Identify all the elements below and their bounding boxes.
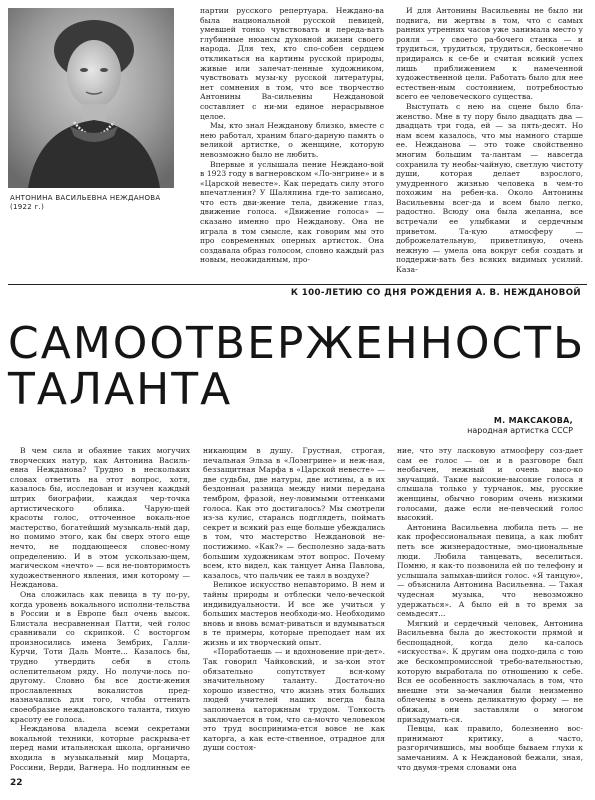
- author-name: М. МАКСАКОВА,: [493, 416, 573, 425]
- paragraph: Она сложилась как певица в ту по-ру, когда уровень вокального исполни-тельства в России и в Европе был очень высок. Блистала несравненная Патти, чей голос сравнивали со скрипкой. С восторгом произносились имена Зембрих, Галли-Курчи, Тоти Даль Монте... Казалось бы, трудно утвердить себя в столь ослепительном ряду. Но получи-лось по-другому. Словно бы все дости-жения прославленных вокалистов пред-назначались для того, чтобы оттенить своеобразие неждановского таланта, тихую красоту ее голоса.: [10, 589, 190, 724]
- paragraph: В чем сила и обаяние таких могучих творческих натур, как Антонина Василь-евна Нежданова? Трудно в нескольких словах ответить на этот вопрос, хотя, казалось бы, исследован и изучен каждый штрих биографии, каждая чер-точка артистического облика. Чарую-щей красоты голос, отточенное вокаль-ное мастерство, богатейший музыкаль-ный дар, но помимо этого, как бы сверх этого еще нечто, не поддающееся словес-ному определению. И в этом ускользаю-щем, магическом «нечто» — вся не-повторимость художественного явления, имя которому — Нежданова.: [10, 446, 190, 590]
- author-title: народная артистка СССР: [467, 426, 573, 435]
- caption-name: АНТОНИНА ВАСИЛЬЕВНА НЕЖДАНОВА: [10, 194, 161, 202]
- paragraph: ние, что эту ласковую атмосферу соз-дает сам ее голос — он и в разговоре был необычен, нежный и очень высо-ко звучащий. Такие высокие-высокие голоса я слышала только у турчанок, мы, русские женщины, обычно говорим очень низкими голосами, даже если не-певческий голос высокий.: [397, 446, 583, 523]
- paragraph: Мы, кто знал Нежданову близко, вместе с нею работал, храним благо-дарную память о великой артистке, о женщине, которую невозможно было не любить.: [200, 121, 384, 159]
- paragraph: Великое искусство непавторимо. В нем и тайны природы и отблески чело-веческой индивидуальности. И все же учиться у больших мастеров необходи-мо. Необходимо вновь и вновь всмат-риваться и вдумываться в те примеры, которые преподает нам их жизнь и их творческий опыт.: [203, 580, 385, 647]
- headline-line-2: ТАЛАНТА: [8, 364, 233, 415]
- paragraph: Впервые я услышала пение Неждано-вой в 1923 году в вагнеровском «Ло-энгрине» и в «Царской невесте». Как передать силу этого впечатления? У Шаляпина где-то записано, что есть дви-жение тела, движение глаз, движение голоса. «Движение голоса» — сказано именно про Нежданову. Она не играла в том смысле, как говорим мы это про современных оперных артисток. Она создавала образ голосом, словно каждый раз новым, неожиданным, про-: [200, 159, 384, 265]
- paragraph: «Поработаешь — и вдохновение при-дет». Так говорил Чайковский, и за-кон этот обязательно сопутствует вся-кому значительному таланту. Достаточ-но хорошо известно, что жизнь этих больших людей учителей наших всегда была заполнена каторжным трудом. Тонкость заключается в том, что са-мочто человеком это труд воспринима-ется вовсе не как каторга, а как есте-ственное, отрадное для души состоя-: [203, 647, 385, 753]
- author-credit: [467, 416, 573, 436]
- section-divider: [8, 284, 587, 285]
- paragraph: Антонина Васильевна любила петь — не как профессиональная певица, а как любят петь все жизнерадостные, эмо-циональные люди. Любила танцевать, веселиться. Помню, я как-то позвонила ей по телефону и услышала запыхав-шийся голос. «Я танцую», — объяснила Антонина Васильевна. — Такая чудесная музыка, что невозможно удержаться». А было ей в то время за семьдесят...: [397, 522, 583, 619]
- paragraph: никающим в душу. Грустная, строгая, печальная Эльза в «Лоэнгрине» и неж-ная, беззащитная Марфа в «Царской невесте» — две судьбы, две натуры, две истины, а в их бездонная разница между ними передана тембром, фразой, неу-ловимыми оттенками голоса. Как это достигалось? Мы смотрели из-за кулис, стараясь подглядеть, поймать секрет и всякий раз еще больше убеждались в том, что мастерство Неждановой не-постижимо. «Как?» — бесполезно зада-вать большим художникам этот вопрос. Почему всем, кто видел, как танцует Анна Павлова, казалось, что пальчик ее таял в воздухе?: [203, 446, 385, 580]
- photo-caption: [10, 194, 180, 212]
- paragraph: И для Антонины Васильевны не было ни подвига, ни жертвы в том, что с самых ранних утренних часов уже занимала место у рояля — у своего ра-бочего станка — и трудиться, трудиться, трудиться, бесконечно придираясь к се-бе и считая всякий успех лишь приближением к намеченной художественной цели. Работать было для нее естествен-ным состоянием, потребностью всего ее человеческого существа.: [396, 6, 583, 102]
- bottom-column-1: [10, 446, 190, 772]
- paragraph: Певцы, как правило, болезненно вос-принимают критику, а часто, разгорячившись, мы вообще бываем глухи к замечаниям. А к Неждановой бежали, зная, что двумя-тремя словами она: [397, 724, 583, 772]
- bottom-column-2: [203, 446, 385, 788]
- paragraph: Мягкий и сердечный человек, Антонина Васильевна была до жестокости прямой и беспощадной, когда дело ка-салось «искусства». К другим она подхо-дила с тою же бескомпромиссной требо-вательностью, которую выработала по отношению к себе. Вся ее особенность заключалась в том, что внешне эти за-мечания были неизменно облечены в очень деликатную форму — не обижая, они заставляли о многом призадумать-ся.: [397, 618, 583, 724]
- top-column-2: [396, 6, 583, 278]
- paragraph: партии русского репертуара. Неждано-ва была национальной русской певицей, умевшей тонко чувствовать и переда-вать глубинные нюансы духовной жизни своего народа. Для тех, кто спо-собен сердцем откликаться на картины русской природы, живые или запечат-ленные художником, чувствовать музы-ку русской литературы, нет сомнения в том, что все творчество Антонины Ва-сильевны Неждановой составляет с ни-ми единое нерасрывное целое.: [200, 6, 384, 121]
- top-column-1: [200, 6, 384, 278]
- paragraph: Нежданова владела всеми секретами вокальной техники, которые раскрыва-ет перед нами итальянская школа, органично входила в музыкальный мир Моцарта, Россини, Верди, Вагнера. Но подлинным ее: [10, 724, 190, 772]
- paragraph: Выступать с нею на сцене было бла-женство. Мне в ту пору было двадцать два — двадцать три года, ей — за пять-десят. Но нам всем казалось, что мы намного старше ее. Нежданова — это тоже свойственно многим большим та-лантам — навсегда сохранила ту необы-чайную, светлую чистоту души, которая делает взрослого, умудренного жизнью человека в чем-то похожим на ребен-ка. Около Антонины Васильевны всег-да и всем было легко, радостно. Всюду она была желанна, все встречали ее улыбками и сердечным приветом. Та-кую атмосферу — доброжелательную, приветливую, очень нежную — умела она вокруг себя создать и поддержи-вать без всяких видимых усилий. Каза-: [396, 101, 583, 275]
- anniversary-label: К 100-ЛЕТИЮ СО ДНЯ РОЖДЕНИЯ А. В. НЕЖДАНОВОЙ: [290, 288, 581, 298]
- headline-line-1: САМООТВЕРЖЕННОСТЬ: [8, 318, 586, 369]
- page-number: 22: [10, 778, 23, 788]
- portrait-illustration: [8, 8, 174, 188]
- bottom-column-3: [397, 446, 583, 788]
- caption-year: (1922 г.): [10, 203, 45, 211]
- portrait-photo: [8, 8, 174, 188]
